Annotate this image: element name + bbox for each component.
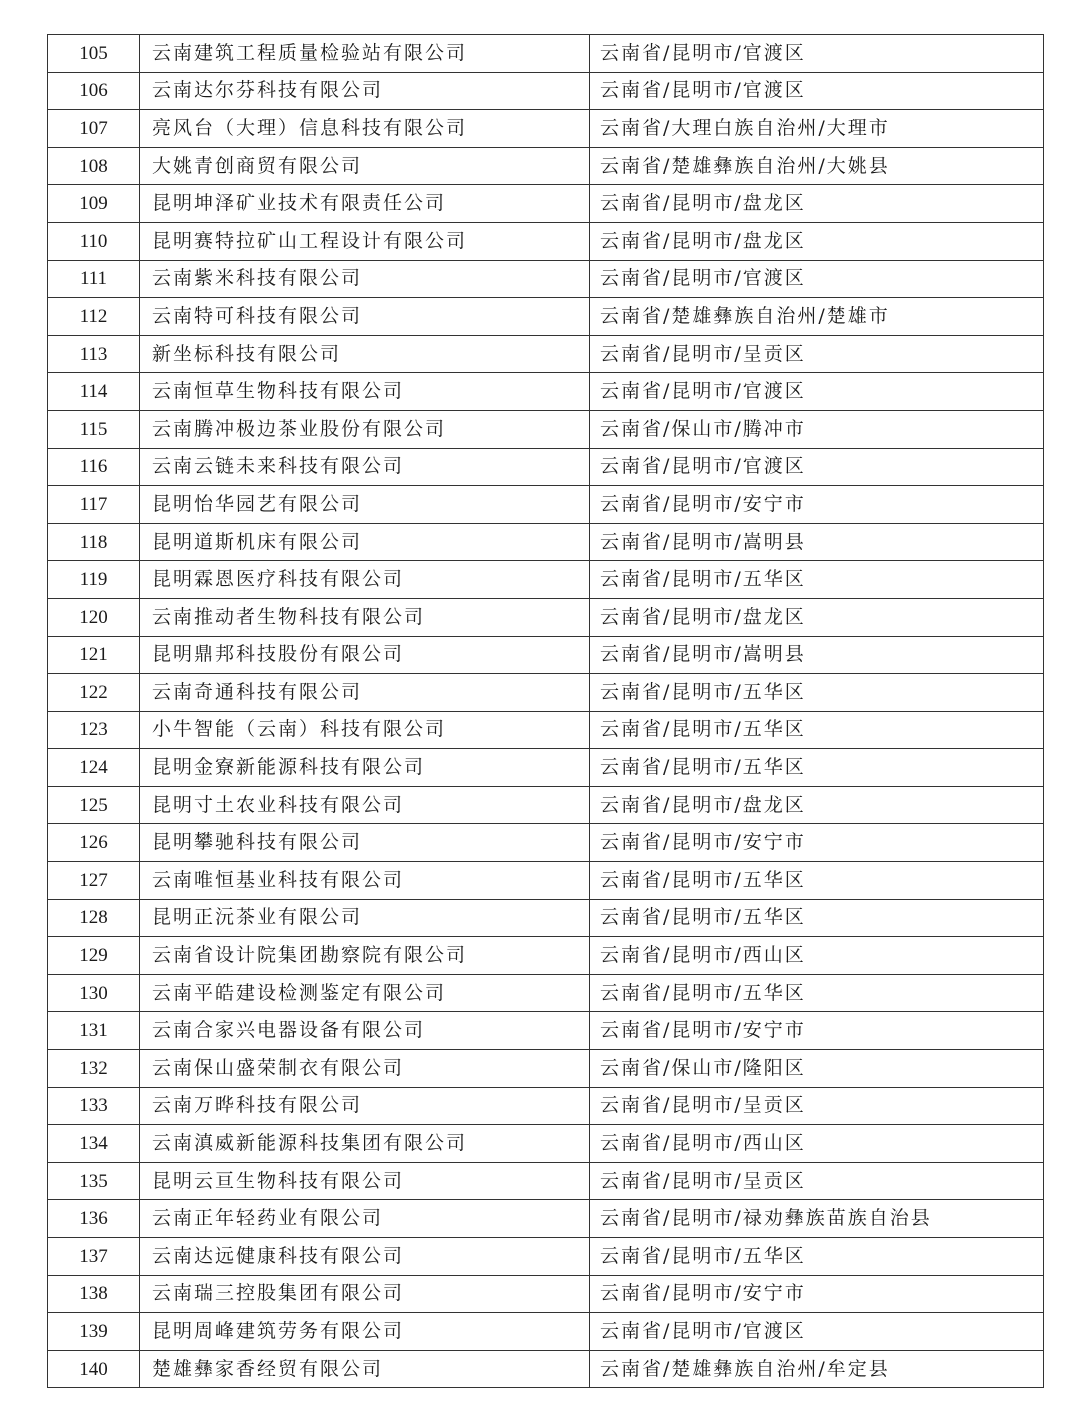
company-region: 云南省/昆明市/官渡区 (590, 1313, 1044, 1351)
company-region: 云南省/昆明市/盘龙区 (590, 598, 1044, 636)
row-number: 126 (48, 824, 140, 862)
row-number: 114 (48, 373, 140, 411)
row-number: 117 (48, 486, 140, 524)
table-row (48, 448, 1044, 486)
table-row (48, 72, 1044, 110)
company-region: 云南省/昆明市/五华区 (590, 749, 1044, 787)
company-name: 昆明鼎邦科技股份有限公司 (140, 636, 590, 674)
company-region: 云南省/保山市/腾冲市 (590, 410, 1044, 448)
company-name: 云南万晔科技有限公司 (140, 1087, 590, 1125)
row-number: 133 (48, 1087, 140, 1125)
row-number: 120 (48, 598, 140, 636)
company-region: 云南省/昆明市/五华区 (590, 899, 1044, 937)
row-number: 134 (48, 1125, 140, 1163)
company-region: 云南省/昆明市/官渡区 (590, 260, 1044, 298)
row-number: 123 (48, 711, 140, 749)
company-name: 亮风台（大理）信息科技有限公司 (140, 110, 590, 148)
row-number: 136 (48, 1200, 140, 1238)
table-row (48, 35, 1044, 73)
company-name: 云南推动者生物科技有限公司 (140, 598, 590, 636)
company-name: 云南云链未来科技有限公司 (140, 448, 590, 486)
company-region: 云南省/昆明市/安宁市 (590, 1275, 1044, 1313)
company-name: 昆明云亘生物科技有限公司 (140, 1162, 590, 1200)
company-name: 云南紫米科技有限公司 (140, 260, 590, 298)
company-region: 云南省/楚雄彝族自治州/牟定县 (590, 1350, 1044, 1388)
company-name: 云南瑞三控股集团有限公司 (140, 1275, 590, 1313)
company-name: 云南特可科技有限公司 (140, 298, 590, 336)
table-row (48, 335, 1044, 373)
table-row (48, 1313, 1044, 1351)
row-number: 107 (48, 110, 140, 148)
company-region: 云南省/昆明市/安宁市 (590, 1012, 1044, 1050)
company-name: 昆明赛特拉矿山工程设计有限公司 (140, 222, 590, 260)
company-name: 昆明坤泽矿业技术有限责任公司 (140, 185, 590, 223)
row-number: 105 (48, 35, 140, 73)
company-name: 云南滇威新能源科技集团有限公司 (140, 1125, 590, 1163)
company-name: 昆明怡华园艺有限公司 (140, 486, 590, 524)
company-region: 云南省/昆明市/安宁市 (590, 486, 1044, 524)
table-row (48, 486, 1044, 524)
table-row (48, 862, 1044, 900)
company-region: 云南省/昆明市/盘龙区 (590, 185, 1044, 223)
company-region: 云南省/昆明市/官渡区 (590, 448, 1044, 486)
company-region: 云南省/昆明市/呈贡区 (590, 335, 1044, 373)
row-number: 111 (48, 260, 140, 298)
table-row (48, 1162, 1044, 1200)
company-region: 云南省/楚雄彝族自治州/大姚县 (590, 147, 1044, 185)
company-region: 云南省/昆明市/官渡区 (590, 35, 1044, 73)
company-region: 云南省/昆明市/呈贡区 (590, 1087, 1044, 1125)
company-name: 云南合家兴电器设备有限公司 (140, 1012, 590, 1050)
table-row (48, 373, 1044, 411)
company-region: 云南省/昆明市/西山区 (590, 937, 1044, 975)
company-region: 云南省/昆明市/盘龙区 (590, 222, 1044, 260)
company-region: 云南省/昆明市/嵩明县 (590, 636, 1044, 674)
company-name: 云南唯恒基业科技有限公司 (140, 862, 590, 900)
company-region: 云南省/昆明市/五华区 (590, 674, 1044, 712)
row-number: 122 (48, 674, 140, 712)
row-number: 132 (48, 1050, 140, 1088)
company-name: 云南达远健康科技有限公司 (140, 1238, 590, 1276)
company-region: 云南省/昆明市/官渡区 (590, 72, 1044, 110)
row-number: 110 (48, 222, 140, 260)
company-region: 云南省/昆明市/嵩明县 (590, 523, 1044, 561)
company-name: 云南恒草生物科技有限公司 (140, 373, 590, 411)
company-name: 昆明周峰建筑劳务有限公司 (140, 1313, 590, 1351)
company-list-table (47, 34, 1044, 1388)
row-number: 129 (48, 937, 140, 975)
table-row (48, 1238, 1044, 1276)
company-name: 昆明正沅茶业有限公司 (140, 899, 590, 937)
row-number: 130 (48, 974, 140, 1012)
row-number: 113 (48, 335, 140, 373)
company-name: 云南平皓建设检测鉴定有限公司 (140, 974, 590, 1012)
table-row (48, 1200, 1044, 1238)
company-region: 云南省/昆明市/西山区 (590, 1125, 1044, 1163)
row-number: 108 (48, 147, 140, 185)
company-name: 云南建筑工程质量检验站有限公司 (140, 35, 590, 73)
company-region: 云南省/大理白族自治州/大理市 (590, 110, 1044, 148)
company-name: 昆明寸土农业科技有限公司 (140, 786, 590, 824)
row-number: 118 (48, 523, 140, 561)
table-row (48, 260, 1044, 298)
table-row (48, 185, 1044, 223)
company-region: 云南省/昆明市/五华区 (590, 974, 1044, 1012)
table-row (48, 899, 1044, 937)
table-row (48, 711, 1044, 749)
table-row (48, 937, 1044, 975)
row-number: 137 (48, 1238, 140, 1276)
row-number: 140 (48, 1350, 140, 1388)
table-row (48, 1012, 1044, 1050)
company-region: 云南省/昆明市/五华区 (590, 561, 1044, 599)
row-number: 124 (48, 749, 140, 787)
company-region: 云南省/保山市/隆阳区 (590, 1050, 1044, 1088)
company-name: 昆明金寮新能源科技有限公司 (140, 749, 590, 787)
table-row (48, 1275, 1044, 1313)
table-row (48, 1350, 1044, 1388)
company-name: 昆明道斯机床有限公司 (140, 523, 590, 561)
company-name: 云南腾冲极边茶业股份有限公司 (140, 410, 590, 448)
table-row (48, 523, 1044, 561)
row-number: 131 (48, 1012, 140, 1050)
row-number: 121 (48, 636, 140, 674)
company-region: 云南省/昆明市/安宁市 (590, 824, 1044, 862)
company-name: 新坐标科技有限公司 (140, 335, 590, 373)
company-name: 楚雄彝家香经贸有限公司 (140, 1350, 590, 1388)
row-number: 116 (48, 448, 140, 486)
table-row (48, 786, 1044, 824)
table-row (48, 598, 1044, 636)
company-region: 云南省/昆明市/五华区 (590, 711, 1044, 749)
company-name: 大姚青创商贸有限公司 (140, 147, 590, 185)
company-region: 云南省/昆明市/盘龙区 (590, 786, 1044, 824)
row-number: 106 (48, 72, 140, 110)
company-region: 云南省/昆明市/官渡区 (590, 373, 1044, 411)
company-name: 云南达尔芬科技有限公司 (140, 72, 590, 110)
company-name: 昆明霖恩医疗科技有限公司 (140, 561, 590, 599)
company-name: 小牛智能（云南）科技有限公司 (140, 711, 590, 749)
table-row (48, 749, 1044, 787)
company-name: 昆明攀驰科技有限公司 (140, 824, 590, 862)
table-row (48, 298, 1044, 336)
row-number: 109 (48, 185, 140, 223)
company-region: 云南省/昆明市/呈贡区 (590, 1162, 1044, 1200)
company-region: 云南省/昆明市/五华区 (590, 1238, 1044, 1276)
company-name: 云南正年轻药业有限公司 (140, 1200, 590, 1238)
table-row (48, 974, 1044, 1012)
table-row (48, 674, 1044, 712)
row-number: 127 (48, 862, 140, 900)
row-number: 135 (48, 1162, 140, 1200)
table-body (48, 35, 1044, 1388)
company-name: 云南保山盛荣制衣有限公司 (140, 1050, 590, 1088)
row-number: 138 (48, 1275, 140, 1313)
company-region: 云南省/昆明市/五华区 (590, 862, 1044, 900)
row-number: 125 (48, 786, 140, 824)
table-row (48, 824, 1044, 862)
table-row (48, 1050, 1044, 1088)
table-row (48, 147, 1044, 185)
table-row (48, 222, 1044, 260)
company-region: 云南省/楚雄彝族自治州/楚雄市 (590, 298, 1044, 336)
table-row (48, 636, 1044, 674)
company-name: 云南省设计院集团勘察院有限公司 (140, 937, 590, 975)
table-row (48, 110, 1044, 148)
table-row (48, 1125, 1044, 1163)
company-region: 云南省/昆明市/禄劝彝族苗族自治县 (590, 1200, 1044, 1238)
row-number: 139 (48, 1313, 140, 1351)
table-row (48, 1087, 1044, 1125)
row-number: 128 (48, 899, 140, 937)
row-number: 119 (48, 561, 140, 599)
row-number: 112 (48, 298, 140, 336)
table-row (48, 561, 1044, 599)
company-name: 云南奇通科技有限公司 (140, 674, 590, 712)
table-row (48, 410, 1044, 448)
row-number: 115 (48, 410, 140, 448)
